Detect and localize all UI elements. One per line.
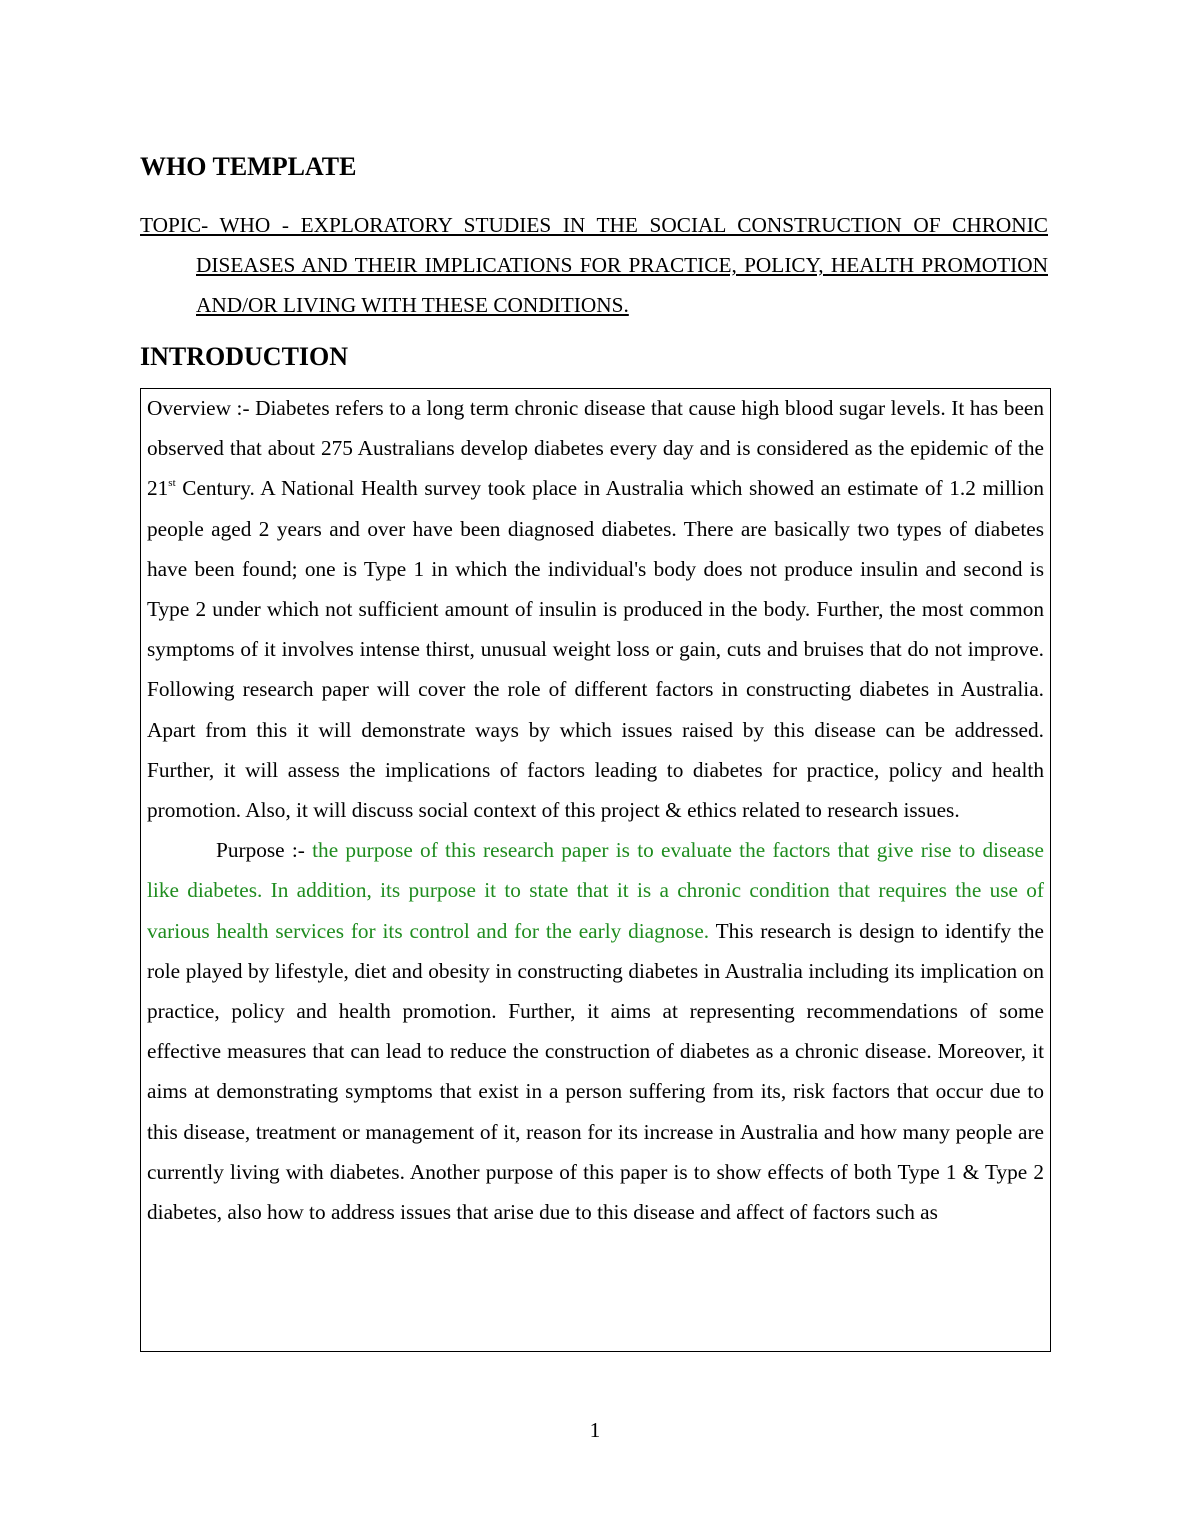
topic-line: TOPIC- WHO - EXPLORATORY STUDIES IN THE SOCIAL CONSTRUCTION OF CHRONIC DISEASES AND THEIR IMPLICATIONS FOR PRACTICE, POLICY, HEALTH PROMOTION AND/OR LIVING WITH THESE CONDITIONS. xyxy=(140,213,1048,317)
page-number: 1 xyxy=(589,1418,601,1442)
ordinal-superscript: st xyxy=(168,477,176,490)
purpose-highlighted-text: the purpose of this research paper is to evaluate the factors that give rise to disease like diabetes. In addition, its purpose it to state that it is a chronic condition that requires the use of various health services for its control and for the early diagnose. xyxy=(147,838,1045,943)
document-title: WHO TEMPLATE xyxy=(140,152,357,181)
overview-text-part2: Century. A National Health survey took place in Australia which showed an estimate of 1.2 million people aged 2 years and over have been diagnosed diabetes. There are basically two types of diabetes have been found; one is Type 1 in which the individual's body does not produce insulin and second is Type 2 under which not sufficient amount of insulin is produced in the body. Further, the most common symptoms of it involves intense thirst, unusual weight loss or gain, cuts and bruises that do not improve. Following research paper will cover the role of different factors in constructing diabetes in Australia. Apart from this it will demonstrate ways by which issues raised by this disease can be addressed. Further, it will assess the implications of factors leading to diabetes for practice, policy and health promotion. Also, it will discuss social context of this project & ethics related to research issues. xyxy=(147,476,1044,823)
overview-paragraph xyxy=(147,388,1044,830)
purpose-text: This research is design to identify the role played by lifestyle, diet and obesity in constructing diabetes in Australia including its implication on practice, policy and health promotion. Further, it aims at representing recommendations of some effective measures that can lead to reduce the construction of diabetes as a chronic disease. Moreover, it aims at demonstrating symptoms that exist in a person suffering from its, risk factors that occur due to this disease, treatment or management of it, reason for its increase in Australia and how many people are currently living with diabetes. Another purpose of this paper is to show effects of both Type 1 & Type 2 diabetes, also how to address issues that arise due to this disease and affect of factors such as xyxy=(147,918,1044,1225)
purpose-label: Purpose :- xyxy=(216,838,313,863)
section-heading-introduction: INTRODUCTION xyxy=(140,342,349,371)
introduction-text-box xyxy=(140,388,1051,1352)
purpose-paragraph xyxy=(147,830,1044,1232)
overview-text-part1: Overview :- Diabetes refers to a long term chronic disease that cause high blood sugar levels. It has been observed that about 275 Australians develop diabetes every day and is considered as the epidemic of the 21 xyxy=(147,396,1044,501)
